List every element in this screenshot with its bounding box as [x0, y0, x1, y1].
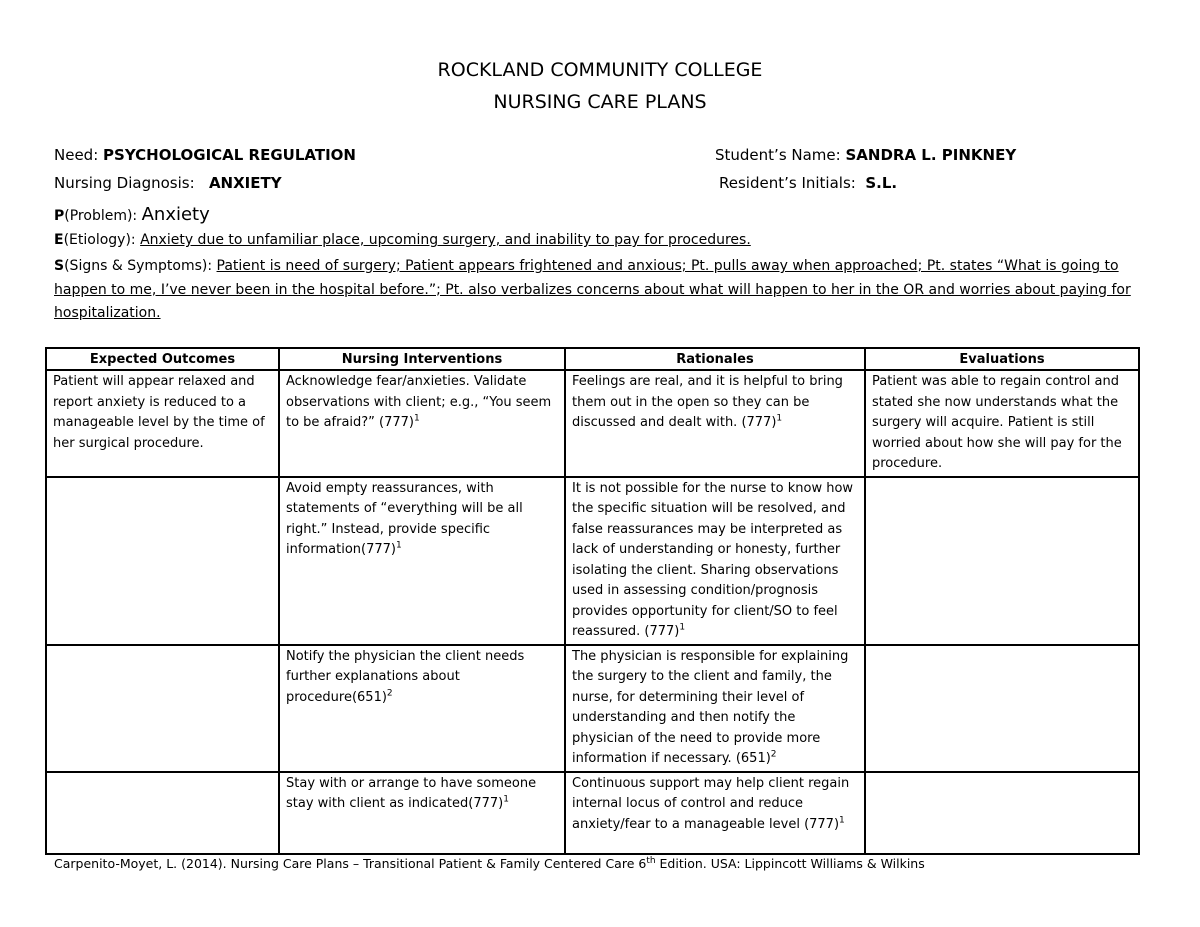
outcome-cell: [46, 477, 279, 645]
outcome-cell: Patient will appear relaxed and report anxiety is reduced to a manageable level by the time of her surgical procedure.: [46, 370, 279, 477]
rationale-cell: It is not possible for the nurse to know how the specific situation will be resolved, and false reassurances may be interpreted as lack of understanding or honesty, further isolating the client. Sharing observations used in assessing condition/prognosis provides opportunity for client/SO to feel reassured. $(777)^1$: [565, 477, 865, 645]
problem-line: [54, 204, 210, 225]
evaluation-cell: [865, 772, 1139, 854]
need-line: [54, 146, 356, 164]
header-expected-outcomes: Expected Outcomes: [46, 348, 279, 370]
college-name: ROCKLAND COMMUNITY COLLEGE: [437, 59, 763, 81]
outcome-cell: [46, 645, 279, 772]
intervention-cell: Avoid empty reassurances, with statements of “everything will be all right.” Instead, provide specific $information(777)^1$: [279, 477, 565, 645]
citation: Carpenito-Moyet, L. (2014). Nursing Care Plans – Transitional Patient & Family Centered Care 6th Edition. USA: Lippincott Williams & Wilkins: [54, 855, 925, 871]
student-label: Student’s Name:: [715, 146, 841, 164]
intervention-cell: Notify the physician the client needs further explanations about $procedure(651)^2$: [279, 645, 565, 772]
document-title: NURSING CARE PLANS: [493, 91, 707, 113]
evaluation-cell: Patient was able to regain control and stated she now understands what the surgery will acquire. Patient is still worried about how she will pay for the procedure.: [865, 370, 1139, 477]
table-row: [46, 370, 1139, 477]
care-plan-table: [45, 347, 1140, 855]
signs-letter: S: [54, 258, 65, 274]
table-row: [46, 477, 1139, 645]
initials-value: S.L.: [865, 174, 898, 192]
need-value: PSYCHOLOGICAL REGULATION: [103, 146, 356, 164]
student-value: SANDRA L. PINKNEY: [845, 146, 1017, 164]
signs-label: (Signs & Symptoms):: [64, 258, 213, 274]
header-rationales: Rationales: [565, 348, 865, 370]
diagnosis-value: ANXIETY: [208, 174, 282, 192]
problem-label: (Problem):: [64, 208, 138, 224]
etiology-label: (Etiology):: [63, 232, 136, 248]
initials-label: Resident’s Initials:: [719, 174, 856, 192]
diagnosis-line: [54, 174, 282, 192]
signs-block: [54, 255, 1164, 326]
need-label: Need:: [54, 146, 99, 164]
outcome-cell: [46, 772, 279, 854]
problem-letter: P: [54, 208, 65, 224]
rationale-cell: Feelings are real, and it is helpful to bring them out in the open so they can be discussed and dealt with. $(777)^1$: [565, 370, 865, 477]
table-header-row: [46, 348, 1139, 370]
etiology-letter: E: [54, 232, 64, 248]
evaluation-cell: [865, 645, 1139, 772]
signs-value: Patient is need of surgery; Patient appears frightened and anxious; Pt. pulls away when approached; Pt. states “What is going to happen to me, I’ve never been in the hospital before.”; Pt. also verbalizes concerns about what will happen to her in the OR and worries about paying for hospitalization.: [54, 258, 1131, 321]
table-row: [46, 645, 1139, 772]
evaluation-cell: [865, 477, 1139, 645]
intervention-cell: Acknowledge fear/anxieties. Validate observations with client; e.g., “You seem to be afraid?” $(777)^1$: [279, 370, 565, 477]
rationale-cell: The physician is responsible for explaining the surgery to the client and family, the nurse, for determining their level of understanding and then notify the physician of the need to provide more information if necessary. $(651)^2$: [565, 645, 865, 772]
table-row: [46, 772, 1139, 854]
rationale-cell: Continuous support may help client regain internal locus of control and reduce anxiety/fear to a manageable level $(777)^1$: [565, 772, 865, 854]
intervention-cell: Stay with or arrange to have someone stay with client as $indicated(777)^1$: [279, 772, 565, 854]
student-line: [715, 146, 1016, 164]
initials-line: [719, 174, 897, 192]
header-nursing-interventions: Nursing Interventions: [279, 348, 565, 370]
problem-value: Anxiety: [141, 204, 210, 225]
etiology-value: Anxiety due to unfamiliar place, upcoming surgery, and inability to pay for procedures.: [140, 232, 751, 248]
diagnosis-label: Nursing Diagnosis:: [54, 174, 195, 192]
etiology-line: [54, 232, 751, 248]
header-evaluations: Evaluations: [865, 348, 1139, 370]
